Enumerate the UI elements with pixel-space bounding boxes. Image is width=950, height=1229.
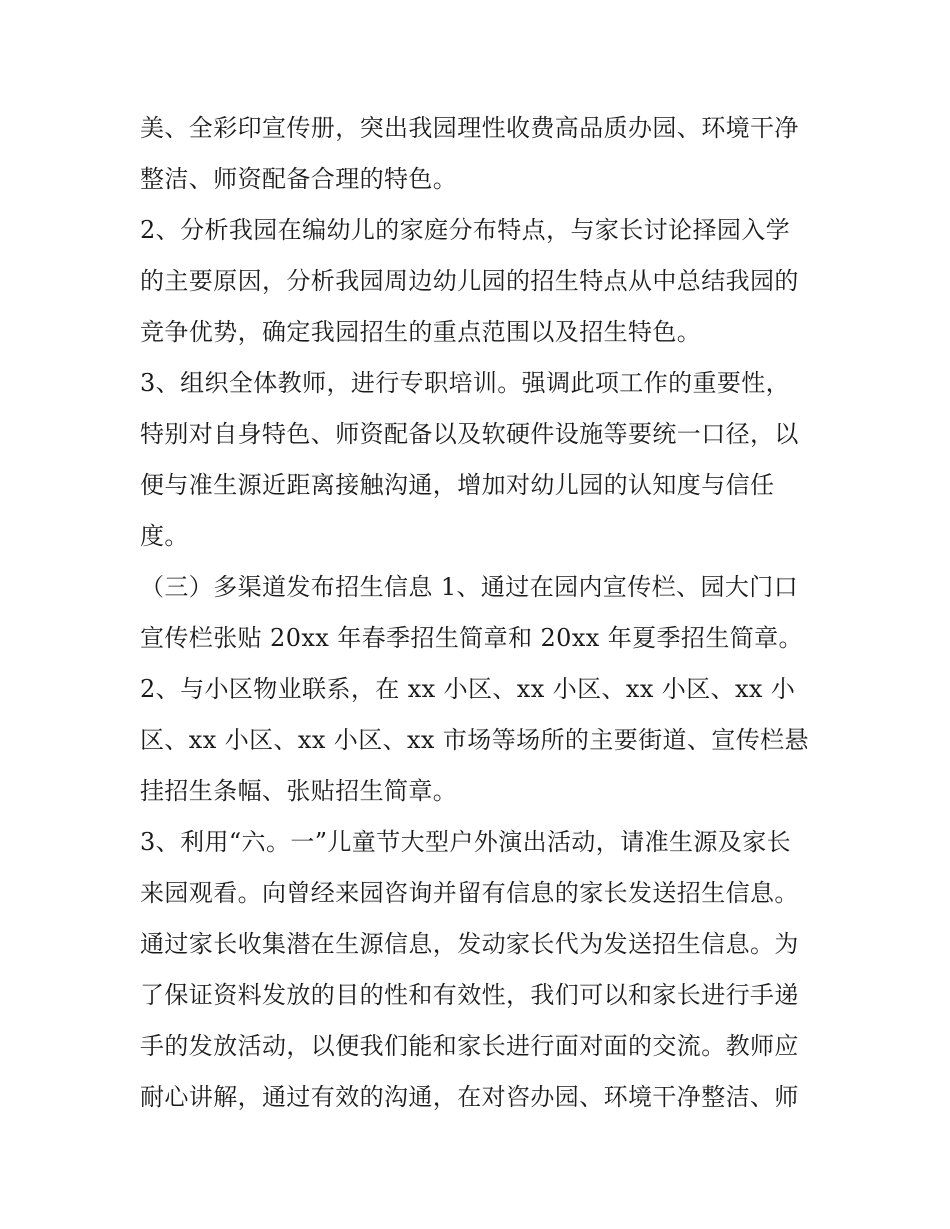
text-line-14: 挂招生条幅、张贴招生简章。 [140,777,458,805]
text-line-18: 了保证资料发放的目的性和有效性，我们可以和家长进行手递 [140,981,799,1009]
text-line-5: 竞争优势，确定我园招生的重点范围以及招生特色。 [140,318,702,346]
text-line-13: 区、xx 小区、xx 小区、xx 市场等场所的主要街道、宣传栏悬 [140,726,809,754]
text-line-1: 美、全彩印宣传册，突出我园理性收费高品质办园、环境干净 [140,114,799,142]
text-line-12: 2、与小区物业联系，在 xx 小区、xx 小区、xx 小区、xx 小 [140,675,796,703]
text-line-17: 通过家长收集潜在生源信息，发动家长代为发送招生信息。为 [140,930,799,958]
text-line-3: 2、分析我园在编幼儿的家庭分布特点，与家长讨论择园入学 [140,216,791,244]
text-line-7: 特别对自身特色、师资配备以及软硬件设施等要统一口径，以 [140,420,799,448]
text-line-20: 耐心讲解，通过有效的沟通，在对咨办园、环境干净整洁、师 [140,1083,799,1111]
text-line-9: 度。 [140,522,189,550]
text-line-19: 手的发放活动，以便我们能和家长进行面对面的交流。教师应 [140,1032,799,1060]
text-line-4: 的主要原因，分析我园周边幼儿园的招生特点从中总结我园的 [140,267,799,295]
text-line-11: 宣传栏张贴 20xx 年春季招生简章和 20xx 年夏季招生简章。 [140,624,803,652]
text-line-16: 来园观看。向曾经来园咨询并留有信息的家长发送招生信息。 [140,879,799,907]
text-line-8: 便与准生源近距离接触沟通，增加对幼儿园的认知度与信任 [140,471,775,499]
text-line-15: 3、利用“六。一”儿童节大型户外演出活动，请准生源及家长 [140,828,792,856]
text-line-10: （三）多渠道发布招生信息 1、通过在园内宣传栏、园大门口 [140,573,799,601]
text-line-6: 3、组织全体教师，进行专职培训。强调此项工作的重要性， [140,369,791,397]
text-line-2: 整洁、师资配备合理的特色。 [140,165,458,193]
body-text [140,103,820,1123]
